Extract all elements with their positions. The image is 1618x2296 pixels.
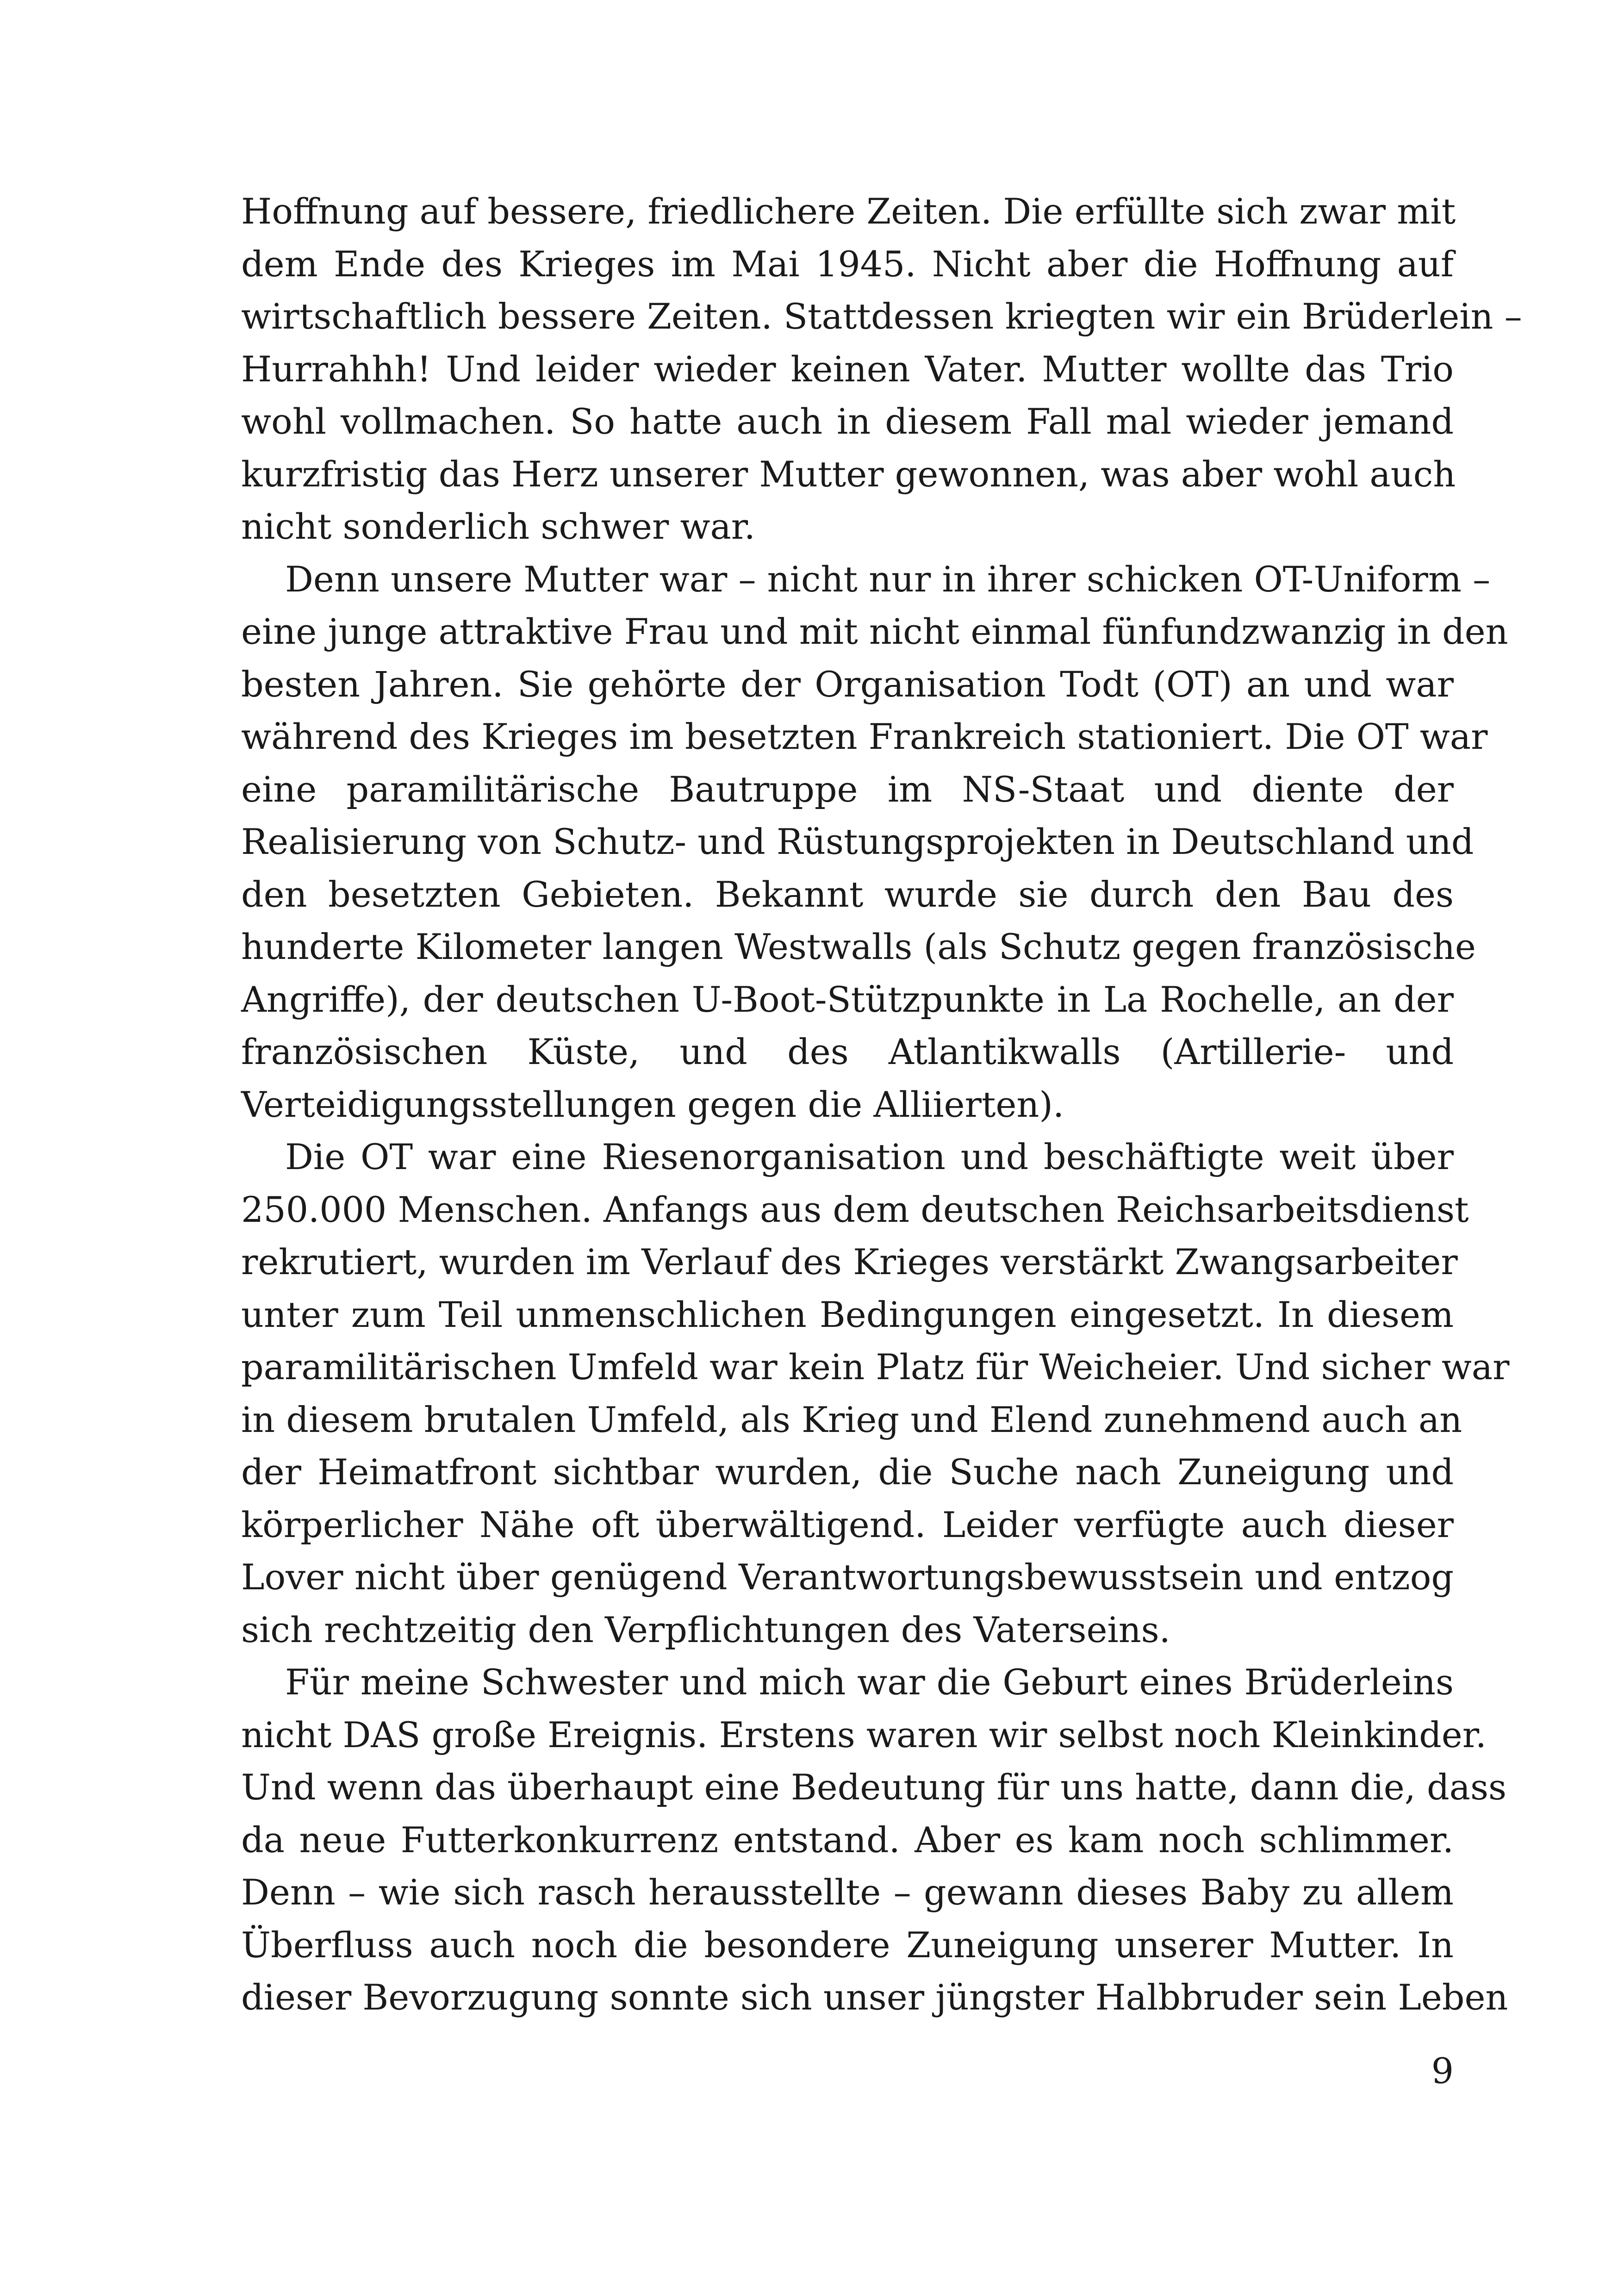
text-line: 250.000 Menschen. Anfangs aus dem deutschen Reichsarbeitsdienst <box>241 1188 1469 1230</box>
text-line: Angriffe), der deutschen U-Boot-Stützpunkte in La Rochelle, an der <box>241 978 1454 1020</box>
text-line: Für meine Schwester und mich war die Geburt eines Brüderleins <box>285 1661 1454 1703</box>
text-line: Überfluss auch noch die besondere Zuneigung unserer Mutter. In <box>241 1924 1454 1966</box>
text-line: in diesem brutalen Umfeld, als Krieg und Elend zunehmend auch an <box>241 1399 1462 1440</box>
text-line: Verteidigungsstellungen gegen die Alliierten). <box>241 1083 1064 1125</box>
text-line: Hoffnung auf bessere, friedlichere Zeiten. Die erfüllte sich zwar mit <box>241 191 1456 232</box>
text-line: französischen Küste, und des Atlantikwalls (Artillerie- und <box>241 1031 1454 1072</box>
paragraph <box>241 185 1522 553</box>
text-line: eine junge attraktive Frau und mit nicht einmal fünfundzwanzig in den <box>241 611 1508 652</box>
text-line: paramilitärischen Umfeld war kein Platz für Weicheier. Und sicher war <box>241 1346 1510 1388</box>
text-line: dieser Bevorzugung sonnte sich unser jüngster Halbbruder sein Leben <box>241 1977 1508 2018</box>
text-line: während des Krieges im besetzten Frankreich stationiert. Die OT war <box>241 716 1488 757</box>
paragraph <box>241 1131 1510 1656</box>
text-line: da neue Futterkonkurrenz entstand. Aber es kam noch schlimmer. <box>241 1819 1454 1860</box>
text-line: nicht DAS große Ereignis. Erstens waren wir selbst noch Kleinkinder. <box>241 1714 1487 1755</box>
text-line: dem Ende des Krieges im Mai 1945. Nicht aber die Hoffnung auf <box>241 243 1454 285</box>
paragraph <box>241 1656 1508 2024</box>
page-number: 9 <box>1431 2050 1454 2091</box>
text-line: körperlicher Nähe oft überwältigend. Leider verfügte auch dieser <box>241 1504 1454 1545</box>
text-line: wohl vollmachen. So hatte auch in diesem Fall mal wieder jemand <box>241 401 1454 442</box>
text-line: der Heimatfront sichtbar wurden, die Suche nach Zuneigung und <box>241 1451 1454 1493</box>
text-line: wirtschaftlich bessere Zeiten. Stattdessen kriegten wir ein Brüderlein – <box>241 296 1522 337</box>
text-line: Denn unsere Mutter war – nicht nur in ihrer schicken OT-Uniform – <box>285 558 1491 600</box>
text-line: unter zum Teil unmenschlichen Bedingungen eingesetzt. In diesem <box>241 1294 1454 1335</box>
text-line: Die OT war eine Riesenorganisation und beschäftigte weit über <box>285 1136 1454 1177</box>
text-line: Lover nicht über genügend Verantwortungsbewusstsein und entzog <box>241 1556 1454 1598</box>
text-line: rekrutiert, wurden im Verlauf des Krieges verstärkt Zwangsarbeiter <box>241 1241 1458 1282</box>
text-line: Und wenn das überhaupt eine Bedeutung für uns hatte, dann die, dass <box>241 1767 1506 1808</box>
text-line: den besetzten Gebieten. Bekannt wurde sie durch den Bau des <box>241 873 1454 915</box>
text-line: nicht sonderlich schwer war. <box>241 506 755 547</box>
text-line: besten Jahren. Sie gehörte der Organisation Todt (OT) an und war <box>241 663 1454 705</box>
text-line: sich rechtzeitig den Verpflichtungen des Vaterseins. <box>241 1609 1170 1650</box>
text-line: kurzfristig das Herz unserer Mutter gewonnen, was aber wohl auch <box>241 453 1456 495</box>
text-line: Realisierung von Schutz- und Rüstungsprojekten in Deutschland und <box>241 821 1474 862</box>
text-line: Hurrahhh! Und leider wieder keinen Vater. Mutter wollte das Trio <box>241 348 1454 390</box>
text-line: hunderte Kilometer langen Westwalls (als Schutz gegen französische <box>241 926 1476 967</box>
body-text <box>241 185 1522 2024</box>
paragraph <box>241 553 1508 1131</box>
text-line: eine paramilitärische Bautruppe im NS-Staat und diente der <box>241 768 1454 810</box>
text-line: Denn – wie sich rasch herausstellte – gewann dieses Baby zu allem <box>241 1872 1454 1913</box>
